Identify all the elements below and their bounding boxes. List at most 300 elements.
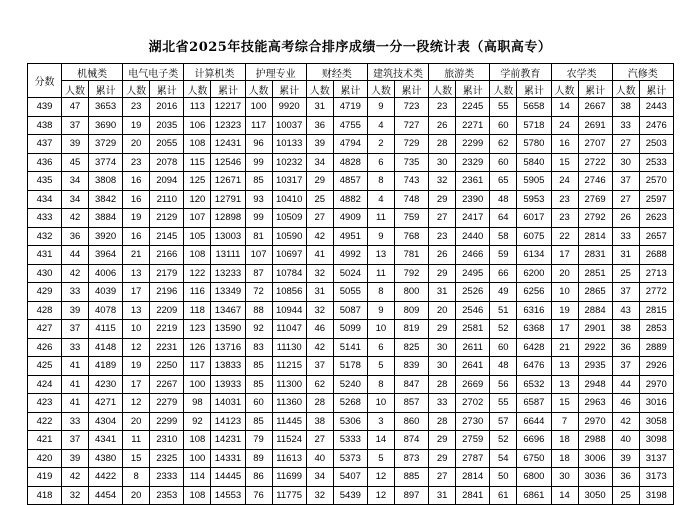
cumulative-subheader: 累计 — [211, 81, 245, 98]
cumulative-cell: 2853 — [639, 320, 673, 339]
count-cell: 108 — [184, 135, 211, 154]
page-title: 湖北省2025年技能高考综合排序成绩一分一段统计表（高职高专） — [148, 40, 552, 55]
count-cell: 11 — [123, 431, 150, 450]
cumulative-cell: 2688 — [639, 246, 673, 265]
cumulative-cell: 800 — [394, 283, 428, 302]
count-cell: 33 — [62, 283, 89, 302]
count-cell: 58 — [490, 227, 517, 246]
cumulative-cell: 4992 — [333, 246, 367, 265]
count-cell: 36 — [612, 338, 639, 357]
count-cell: 26 — [429, 116, 456, 135]
count-cell: 29 — [306, 172, 333, 191]
table-row — [28, 135, 674, 154]
count-cell: 28 — [429, 412, 456, 431]
count-cell: 31 — [429, 486, 456, 505]
category-header: 汽修类 — [612, 64, 673, 81]
count-cell: 85 — [245, 172, 272, 191]
cumulative-cell: 727 — [394, 116, 428, 135]
cumulative-cell: 5099 — [333, 320, 367, 339]
count-cell: 27 — [612, 190, 639, 209]
cumulative-cell: 13716 — [211, 338, 245, 357]
cumulative-cell: 10232 — [272, 153, 306, 172]
table-row — [28, 449, 674, 468]
count-cell: 26 — [429, 246, 456, 265]
cumulative-cell: 6316 — [517, 301, 551, 320]
cumulative-cell: 2361 — [456, 172, 490, 191]
count-cell: 23 — [551, 209, 578, 228]
cumulative-cell: 2267 — [150, 375, 184, 394]
count-subheader: 人数 — [367, 81, 394, 98]
category-header: 建筑技术类 — [367, 64, 428, 81]
cumulative-cell: 11445 — [272, 412, 306, 431]
cumulative-cell: 6075 — [517, 227, 551, 246]
count-cell: 14 — [551, 98, 578, 117]
count-cell: 5 — [367, 357, 394, 376]
table-row — [28, 227, 674, 246]
cumulative-cell: 2865 — [578, 283, 612, 302]
count-cell: 125 — [184, 172, 211, 191]
count-cell: 83 — [245, 338, 272, 357]
cumulative-cell: 2623 — [639, 209, 673, 228]
count-cell: 21 — [551, 338, 578, 357]
table-row — [28, 486, 674, 505]
table-row — [28, 338, 674, 357]
cumulative-cell: 3036 — [578, 468, 612, 487]
cumulative-cell: 2443 — [639, 98, 673, 117]
cumulative-cell: 2581 — [456, 320, 490, 339]
count-cell: 34 — [62, 172, 89, 191]
cumulative-cell: 13833 — [211, 357, 245, 376]
cumulative-cell: 6696 — [517, 431, 551, 450]
count-cell: 39 — [62, 301, 89, 320]
cumulative-cell: 2055 — [150, 135, 184, 154]
cumulative-cell: 2219 — [150, 320, 184, 339]
cumulative-cell: 13003 — [211, 227, 245, 246]
cumulative-cell: 2970 — [578, 412, 612, 431]
cumulative-subheader: 累计 — [456, 81, 490, 98]
cumulative-cell: 3050 — [578, 486, 612, 505]
count-cell: 5 — [367, 449, 394, 468]
count-cell: 4 — [367, 190, 394, 209]
cumulative-cell: 735 — [394, 153, 428, 172]
cumulative-cell: 12671 — [211, 172, 245, 191]
cumulative-cell: 4341 — [89, 431, 123, 450]
cumulative-cell: 5439 — [333, 486, 367, 505]
cumulative-subheader: 累计 — [333, 81, 367, 98]
count-cell: 27 — [429, 468, 456, 487]
cumulative-subheader: 累计 — [639, 81, 673, 98]
table-row — [28, 431, 674, 450]
count-cell: 39 — [306, 135, 333, 154]
cumulative-cell: 2310 — [150, 431, 184, 450]
count-cell: 123 — [184, 320, 211, 339]
count-cell: 113 — [184, 98, 211, 117]
count-cell: 38 — [306, 412, 333, 431]
count-cell: 20 — [123, 486, 150, 505]
count-cell: 33 — [612, 116, 639, 135]
score-cell: 423 — [28, 394, 62, 413]
table-row — [28, 209, 674, 228]
count-cell: 100 — [184, 375, 211, 394]
cumulative-cell: 5024 — [333, 264, 367, 283]
count-cell: 15 — [551, 153, 578, 172]
cumulative-cell: 11360 — [272, 394, 306, 413]
count-cell: 72 — [245, 283, 272, 302]
cumulative-cell: 4271 — [89, 394, 123, 413]
count-cell: 52 — [490, 431, 517, 450]
cumulative-cell: 2963 — [578, 394, 612, 413]
count-cell: 17 — [123, 375, 150, 394]
count-cell: 27 — [612, 135, 639, 154]
cumulative-cell: 10856 — [272, 283, 306, 302]
count-cell: 96 — [245, 135, 272, 154]
cumulative-cell: 857 — [394, 394, 428, 413]
cumulative-cell: 2926 — [639, 357, 673, 376]
cumulative-cell: 5905 — [517, 172, 551, 191]
count-cell: 21 — [123, 246, 150, 265]
count-cell: 16 — [551, 135, 578, 154]
count-cell: 23 — [429, 227, 456, 246]
header-row-subheaders — [28, 81, 674, 98]
cumulative-cell: 5141 — [333, 338, 367, 357]
count-cell: 29 — [429, 431, 456, 450]
cumulative-cell: 874 — [394, 431, 428, 450]
cumulative-cell: 2970 — [639, 375, 673, 394]
score-cell: 421 — [28, 431, 62, 450]
score-distribution-table — [27, 63, 674, 505]
cumulative-cell: 6861 — [517, 486, 551, 505]
cumulative-cell: 839 — [394, 357, 428, 376]
count-cell: 42 — [306, 338, 333, 357]
cumulative-cell: 2713 — [639, 264, 673, 283]
cumulative-cell: 14031 — [211, 394, 245, 413]
header-row-categories — [28, 64, 674, 81]
cumulative-cell: 12217 — [211, 98, 245, 117]
cumulative-cell: 2889 — [639, 338, 673, 357]
cumulative-cell: 2503 — [639, 135, 673, 154]
count-cell: 18 — [551, 449, 578, 468]
count-cell: 48 — [490, 190, 517, 209]
cumulative-cell: 5840 — [517, 153, 551, 172]
cumulative-cell: 781 — [394, 246, 428, 265]
cumulative-cell: 2814 — [456, 468, 490, 487]
count-cell: 23 — [551, 190, 578, 209]
cumulative-cell: 4006 — [89, 264, 123, 283]
cumulative-cell: 14553 — [211, 486, 245, 505]
count-cell: 32 — [306, 486, 333, 505]
score-cell: 428 — [28, 301, 62, 320]
category-header: 护理专业 — [245, 64, 306, 81]
count-subheader: 人数 — [123, 81, 150, 98]
cumulative-cell: 2948 — [578, 375, 612, 394]
count-subheader: 人数 — [306, 81, 333, 98]
count-subheader: 人数 — [551, 81, 578, 98]
cumulative-cell: 2129 — [150, 209, 184, 228]
cumulative-cell: 10697 — [272, 246, 306, 265]
cumulative-cell: 11699 — [272, 468, 306, 487]
cumulative-cell: 860 — [394, 412, 428, 431]
count-cell: 34 — [306, 468, 333, 487]
count-cell: 32 — [62, 486, 89, 505]
cumulative-cell: 2546 — [456, 301, 490, 320]
cumulative-cell: 2841 — [456, 486, 490, 505]
count-cell: 79 — [245, 431, 272, 450]
cumulative-cell: 2533 — [639, 153, 673, 172]
cumulative-cell: 743 — [394, 172, 428, 191]
count-cell: 32 — [306, 301, 333, 320]
table-row — [28, 116, 674, 135]
cumulative-cell: 885 — [394, 468, 428, 487]
count-cell: 36 — [62, 227, 89, 246]
cumulative-cell: 2831 — [578, 246, 612, 265]
category-header: 财经类 — [306, 64, 367, 81]
score-cell: 436 — [28, 153, 62, 172]
cumulative-cell: 4115 — [89, 320, 123, 339]
cumulative-cell: 5178 — [333, 357, 367, 376]
score-cell: 420 — [28, 449, 62, 468]
cumulative-cell: 10037 — [272, 116, 306, 135]
count-cell: 36 — [612, 468, 639, 487]
cumulative-cell: 4039 — [89, 283, 123, 302]
cumulative-cell: 5953 — [517, 190, 551, 209]
cumulative-cell: 2166 — [150, 246, 184, 265]
count-cell: 43 — [612, 301, 639, 320]
count-cell: 66 — [490, 264, 517, 283]
cumulative-cell: 2922 — [578, 338, 612, 357]
count-cell: 9 — [367, 227, 394, 246]
count-subheader: 人数 — [490, 81, 517, 98]
cumulative-cell: 3774 — [89, 153, 123, 172]
cumulative-cell: 792 — [394, 264, 428, 283]
count-cell: 16 — [123, 227, 150, 246]
cumulative-cell: 825 — [394, 338, 428, 357]
table-row — [28, 172, 674, 191]
count-cell: 108 — [184, 246, 211, 265]
cumulative-cell: 4230 — [89, 375, 123, 394]
count-cell: 86 — [245, 468, 272, 487]
count-cell: 106 — [184, 116, 211, 135]
cumulative-cell: 10944 — [272, 301, 306, 320]
count-cell: 37 — [62, 431, 89, 450]
score-cell: 434 — [28, 190, 62, 209]
count-cell: 65 — [490, 172, 517, 191]
cumulative-cell: 2792 — [578, 209, 612, 228]
table-row — [28, 357, 674, 376]
cumulative-cell: 2094 — [150, 172, 184, 191]
score-cell: 424 — [28, 375, 62, 394]
count-cell: 45 — [62, 153, 89, 172]
count-cell: 8 — [367, 375, 394, 394]
table-row — [28, 153, 674, 172]
cumulative-cell: 6368 — [517, 320, 551, 339]
score-cell: 426 — [28, 338, 62, 357]
count-cell: 87 — [245, 264, 272, 283]
cumulative-cell: 12546 — [211, 153, 245, 172]
cumulative-cell: 3808 — [89, 172, 123, 191]
count-cell: 48 — [490, 357, 517, 376]
cumulative-cell: 2526 — [456, 283, 490, 302]
cumulative-cell: 897 — [394, 486, 428, 505]
count-cell: 47 — [62, 98, 89, 117]
cumulative-cell: 768 — [394, 227, 428, 246]
count-cell: 49 — [490, 283, 517, 302]
count-cell: 6 — [367, 338, 394, 357]
count-cell: 19 — [123, 357, 150, 376]
count-cell: 46 — [612, 394, 639, 413]
count-cell: 26 — [612, 209, 639, 228]
cumulative-cell: 2814 — [578, 227, 612, 246]
cumulative-cell: 819 — [394, 320, 428, 339]
score-cell: 438 — [28, 116, 62, 135]
cumulative-cell: 2691 — [578, 116, 612, 135]
cumulative-cell: 2245 — [456, 98, 490, 117]
count-cell: 107 — [245, 246, 272, 265]
cumulative-cell: 2707 — [578, 135, 612, 154]
cumulative-cell: 2035 — [150, 116, 184, 135]
count-cell: 17 — [123, 283, 150, 302]
table-row — [28, 412, 674, 431]
count-cell: 10 — [551, 283, 578, 302]
cumulative-cell: 12898 — [211, 209, 245, 228]
cumulative-cell: 3058 — [639, 412, 673, 431]
count-cell: 13 — [123, 264, 150, 283]
cumulative-cell: 4454 — [89, 486, 123, 505]
count-cell: 25 — [306, 190, 333, 209]
cumulative-cell: 5718 — [517, 116, 551, 135]
cumulative-cell: 3016 — [639, 394, 673, 413]
count-cell: 11 — [367, 209, 394, 228]
count-cell: 6 — [367, 153, 394, 172]
count-cell: 30 — [429, 357, 456, 376]
count-cell: 29 — [429, 320, 456, 339]
cumulative-cell: 2196 — [150, 283, 184, 302]
count-cell: 16 — [123, 172, 150, 191]
count-cell: 27 — [429, 209, 456, 228]
cumulative-cell: 2333 — [150, 468, 184, 487]
score-cell: 431 — [28, 246, 62, 265]
count-cell: 27 — [306, 431, 333, 450]
count-cell: 39 — [62, 135, 89, 154]
cumulative-cell: 6200 — [517, 264, 551, 283]
count-cell: 7 — [551, 412, 578, 431]
score-cell: 433 — [28, 209, 62, 228]
cumulative-cell: 10590 — [272, 227, 306, 246]
count-cell: 29 — [429, 190, 456, 209]
cumulative-cell: 2390 — [456, 190, 490, 209]
count-cell: 4 — [367, 116, 394, 135]
score-cell: 437 — [28, 135, 62, 154]
cumulative-cell: 14445 — [211, 468, 245, 487]
cumulative-cell: 5407 — [333, 468, 367, 487]
cumulative-cell: 10317 — [272, 172, 306, 191]
count-cell: 116 — [184, 283, 211, 302]
cumulative-cell: 2271 — [456, 116, 490, 135]
count-cell: 9 — [367, 98, 394, 117]
count-cell: 117 — [245, 116, 272, 135]
cumulative-cell: 809 — [394, 301, 428, 320]
count-cell: 108 — [184, 431, 211, 450]
cumulative-cell: 723 — [394, 98, 428, 117]
count-cell: 42 — [612, 412, 639, 431]
cumulative-cell: 2231 — [150, 338, 184, 357]
cumulative-cell: 5333 — [333, 431, 367, 450]
category-header: 学前教育 — [490, 64, 551, 81]
count-cell: 92 — [245, 320, 272, 339]
count-cell: 23 — [123, 98, 150, 117]
count-cell: 34 — [306, 153, 333, 172]
count-cell: 61 — [490, 486, 517, 505]
score-cell: 425 — [28, 357, 62, 376]
cumulative-cell: 6750 — [517, 449, 551, 468]
cumulative-cell: 6256 — [517, 283, 551, 302]
count-cell: 20 — [429, 301, 456, 320]
count-cell: 92 — [184, 412, 211, 431]
cumulative-subheader: 累计 — [517, 81, 551, 98]
count-cell: 37 — [62, 116, 89, 135]
cumulative-cell: 10133 — [272, 135, 306, 154]
count-cell: 13 — [551, 357, 578, 376]
cumulative-cell: 14231 — [211, 431, 245, 450]
count-cell: 60 — [490, 116, 517, 135]
count-cell: 11 — [367, 264, 394, 283]
cumulative-cell: 2657 — [639, 227, 673, 246]
category-header: 计算机类 — [184, 64, 245, 81]
cumulative-cell: 4794 — [333, 135, 367, 154]
cumulative-cell: 13233 — [211, 264, 245, 283]
cumulative-cell: 10784 — [272, 264, 306, 283]
count-cell: 54 — [490, 449, 517, 468]
category-header: 机械类 — [62, 64, 123, 81]
cumulative-cell: 2730 — [456, 412, 490, 431]
count-cell: 37 — [612, 172, 639, 191]
cumulative-cell: 2884 — [578, 301, 612, 320]
count-cell: 93 — [245, 190, 272, 209]
count-cell: 31 — [306, 283, 333, 302]
cumulative-cell: 2329 — [456, 153, 490, 172]
count-cell: 38 — [612, 320, 639, 339]
count-cell: 12 — [123, 338, 150, 357]
cumulative-cell: 5373 — [333, 449, 367, 468]
score-cell: 435 — [28, 172, 62, 191]
cumulative-cell: 3006 — [578, 449, 612, 468]
count-cell: 37 — [612, 357, 639, 376]
cumulative-cell: 6532 — [517, 375, 551, 394]
count-cell: 16 — [123, 190, 150, 209]
cumulative-cell: 2417 — [456, 209, 490, 228]
cumulative-cell: 2440 — [456, 227, 490, 246]
cumulative-cell: 5240 — [333, 375, 367, 394]
category-header: 旅游类 — [429, 64, 490, 81]
cumulative-cell: 2611 — [456, 338, 490, 357]
cumulative-cell: 2759 — [456, 431, 490, 450]
count-cell: 60 — [245, 394, 272, 413]
cumulative-cell: 12323 — [211, 116, 245, 135]
cumulative-cell: 11130 — [272, 338, 306, 357]
table-row — [28, 394, 674, 413]
cumulative-cell: 13590 — [211, 320, 245, 339]
cumulative-cell: 6134 — [517, 246, 551, 265]
count-cell: 39 — [612, 449, 639, 468]
cumulative-cell: 2299 — [150, 412, 184, 431]
cumulative-cell: 2746 — [578, 172, 612, 191]
cumulative-cell: 11047 — [272, 320, 306, 339]
cumulative-subheader: 累计 — [272, 81, 306, 98]
count-cell: 42 — [62, 468, 89, 487]
count-cell: 20 — [123, 135, 150, 154]
count-cell: 62 — [306, 375, 333, 394]
cumulative-cell: 2722 — [578, 153, 612, 172]
cumulative-cell: 2279 — [150, 394, 184, 413]
